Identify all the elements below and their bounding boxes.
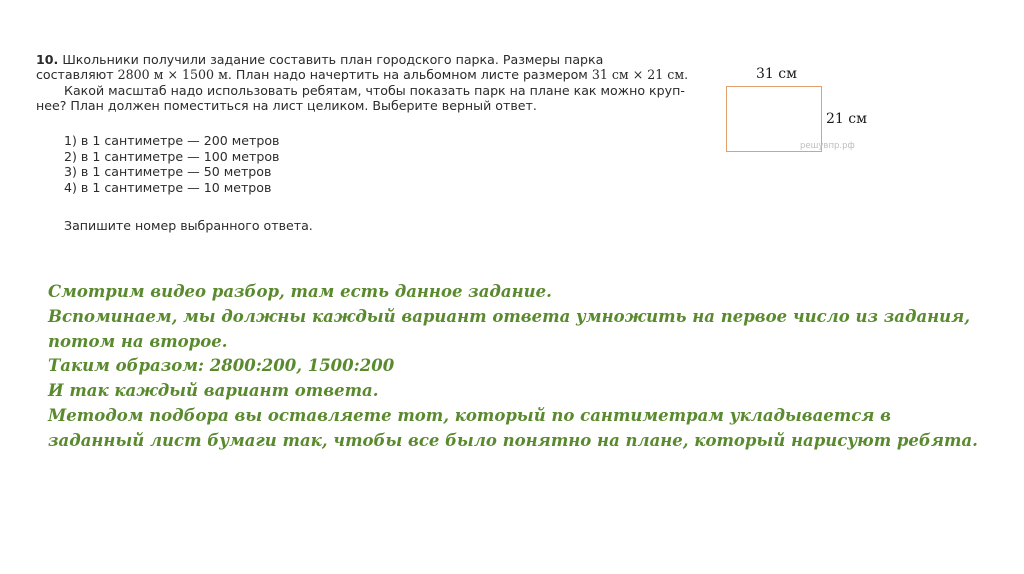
answer-option-1: 1) в 1 сантиметре — 200 метров: [64, 133, 280, 148]
task-line-1: Школьники получили задание составить план городского парка. Размеры парка: [62, 52, 604, 67]
sheet-width-label: 31 см: [756, 66, 797, 82]
explanation-line: Методом подбора вы оставляете тот, который по сантиметрам укладывается в: [48, 405, 892, 425]
site-watermark: решувпр.рф: [800, 141, 855, 151]
park-dimensions: 2800 м × 1500 м: [117, 67, 228, 83]
task-statement: [36, 52, 712, 114]
explanation-line: И так каждый вариант ответа.: [48, 381, 379, 401]
task-number: 10.: [36, 52, 59, 67]
answer-instruction: Запишите номер выбранного ответа.: [64, 218, 313, 233]
answer-option-4: 4) в 1 сантиметре — 10 метров: [64, 179, 272, 195]
task-line-2c: .: [684, 67, 689, 83]
task-line-2a: составляют: [36, 67, 118, 83]
explanation-line: потом на второе.: [48, 331, 228, 351]
task-line-4: нее? План должен поместиться на лист целиком. Выберите верный ответ.: [36, 98, 537, 114]
explanation-line: заданный лист бумаги так, чтобы все было понятно на плане, который нарисуют ребята.: [48, 430, 978, 450]
explanation-line: Вспоминаем, мы должны каждый вариант ответа умножить на первое число из задания,: [48, 306, 971, 326]
task-line-3: Какой масштаб надо использовать ребятам, чтобы показать парк на плане как можно круп-: [64, 82, 685, 98]
sheet-height-label: 21 см: [826, 111, 867, 127]
explanation-line: Таким образом: 2800:200, 1500:200: [48, 356, 395, 376]
answer-option-2: 2) в 1 сантиметре — 100 метров: [64, 148, 280, 164]
explanation-line: Смотрим видео разбор, там есть данное задание.: [48, 282, 552, 301]
task-line-2b: . План надо начертить на альбомном листе размером: [227, 67, 592, 83]
answer-option-3: 3) в 1 сантиметре — 50 метров: [64, 164, 272, 179]
sheet-dimensions: 31 см × 21 см: [591, 67, 685, 83]
explanation-text: [48, 280, 978, 454]
answer-options: [64, 133, 279, 195]
sheet-figure: [722, 62, 882, 162]
